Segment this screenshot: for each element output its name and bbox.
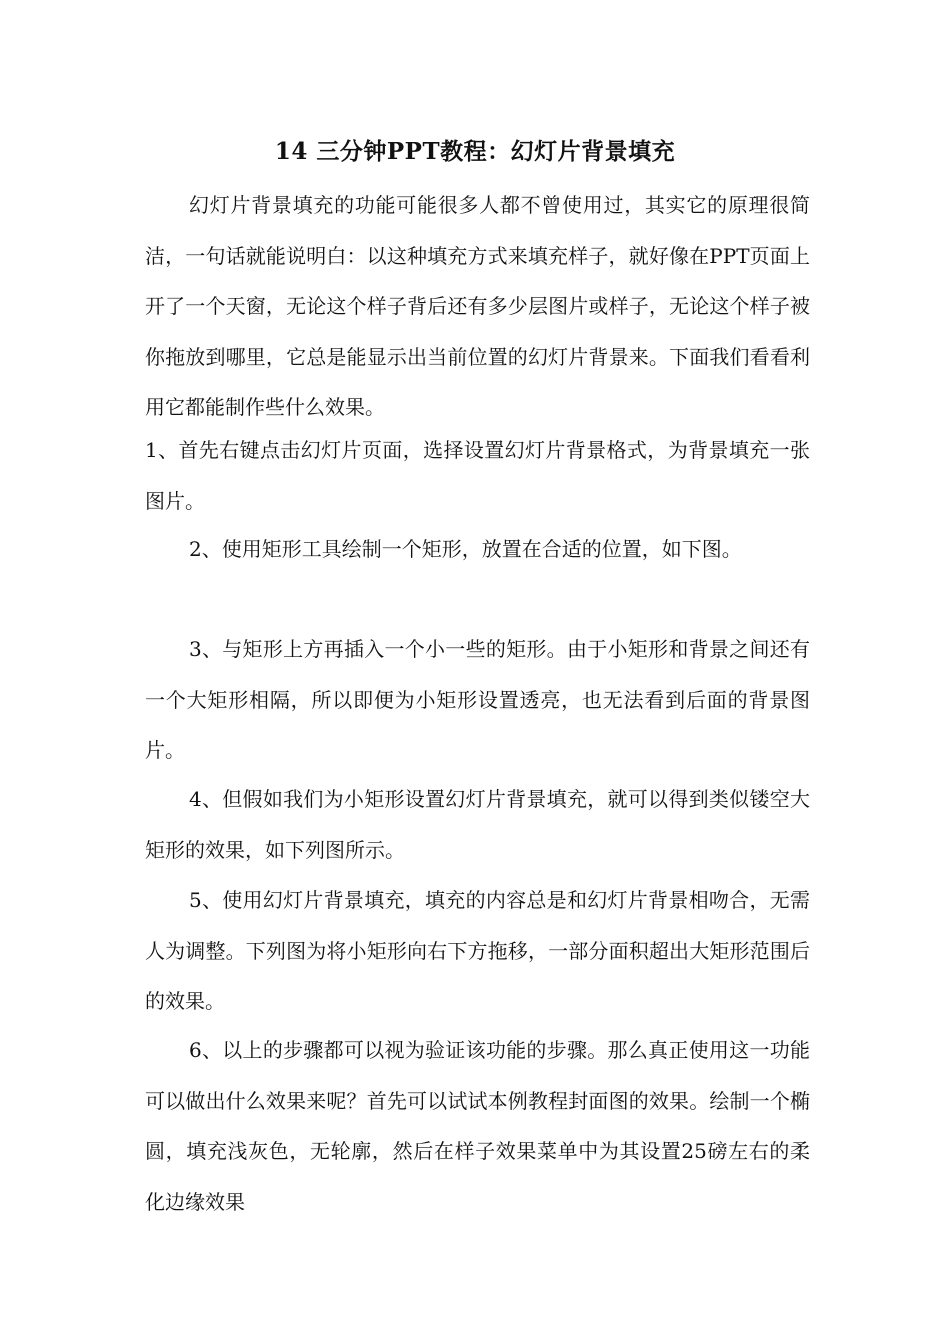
paragraph-step-2: 2、使用矩形工具绘制一个矩形，放置在合适的位置，如下图。 <box>189 537 742 561</box>
paragraph-step-6: 6、以上的步骤都可以视为验证该功能的步骤。那么真正使用这一功能可以做出什么效果来呢？首先可以试试本例教程封面图的效果。绘制一个椭圆，填充浅灰色，无轮廓，然后在样子效果菜单中为其设置25磅左右的柔化边缘效果 <box>145 1038 810 1214</box>
document-title: 14 三分钟PPT教程：幻灯片背景填充 <box>274 138 676 165</box>
paragraph-step-1: 1、首先右键点击幻灯片页面，选择设置幻灯片背景格式，为背景填充一张图片。 <box>145 438 810 513</box>
paragraph-intro: 幻灯片背景填充的功能可能很多人都不曾使用过，其实它的原理很简洁，一句话就能说明白：以这种填充方式来填充样子，就好像在PPT页面上开了一个天窗，无论这个样子背后还有多少层图片或样子，无论这个样子被你拖放到哪里，它总是能显示出当前位置的幻灯片背景来。下面我们看看利用它都能制作些什么效果。 <box>145 193 810 419</box>
paragraph-step-3: 3、与矩形上方再插入一个小一些的矩形。由于小矩形和背景之间还有一个大矩形相隔，所以即便为小矩形设置透亮，也无法看到后面的背景图片。 <box>145 637 810 762</box>
paragraph-step-5: 5、使用幻灯片背景填充，填充的内容总是和幻灯片背景相吻合，无需人为调整。下列图为将小矩形向右下方拖移，一部分面积超出大矩形范围后的效果。 <box>145 888 810 1013</box>
paragraph-step-4: 4、但假如我们为小矩形设置幻灯片背景填充，就可以得到类似镂空大矩形的效果，如下列图所示。 <box>145 787 810 862</box>
